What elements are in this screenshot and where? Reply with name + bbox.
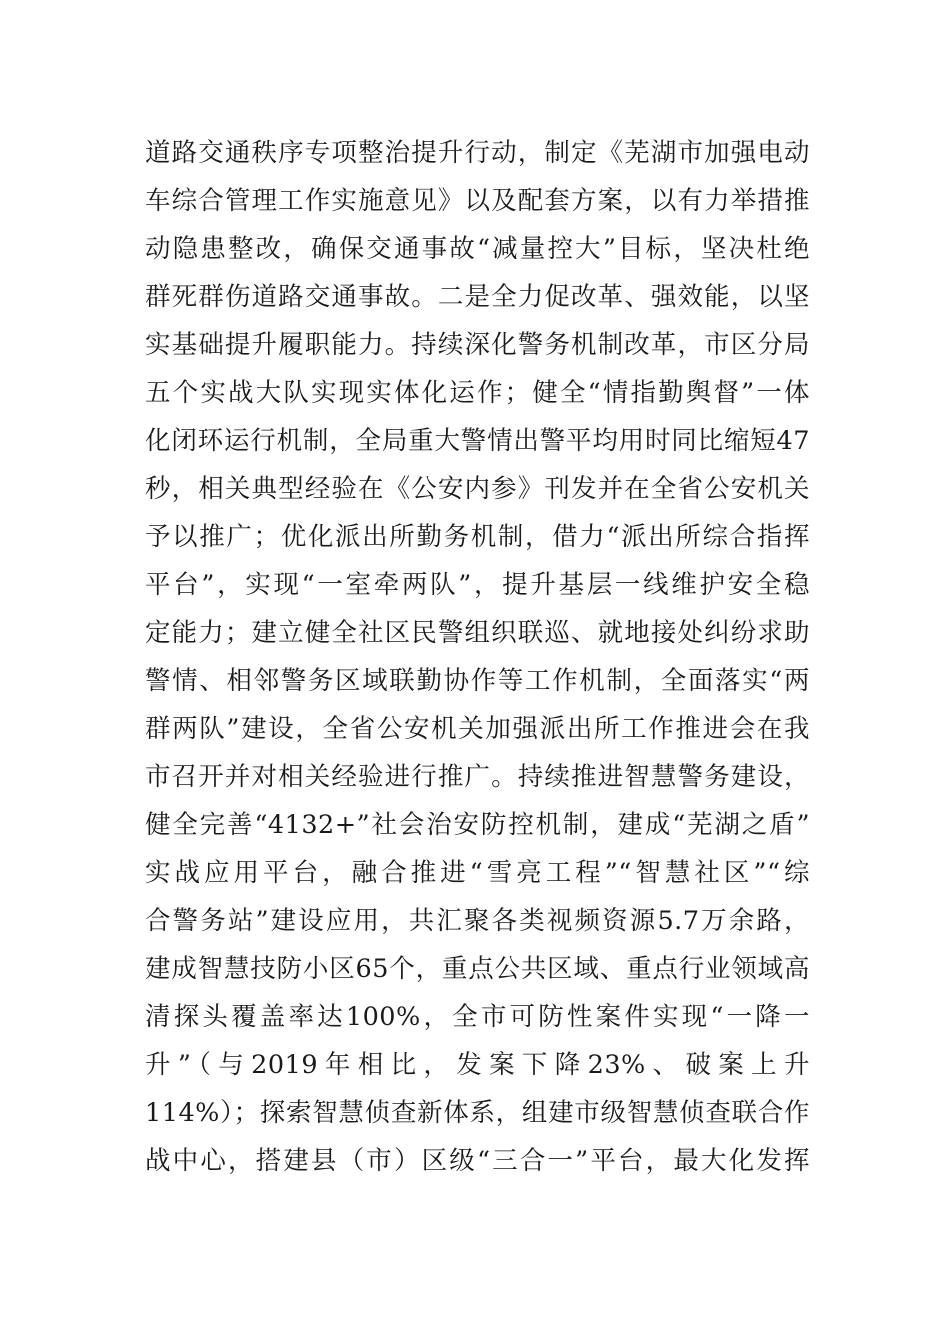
text-line-3: 动隐患整改，确保交通事故“减量控大”目标，坚决杜绝 [145, 234, 810, 264]
text-line-4: 群死群伤道路交通事故。二是全力促改革、强效能，以坚 [145, 282, 810, 312]
text-line-19: 清探头覆盖率达100%，全市可防性案件实现“一降一 [145, 1002, 810, 1032]
text-line-10: 平台”，实现“一室牵两队”，提升基层一线维护安全稳 [145, 570, 810, 600]
body-paragraph [145, 129, 810, 1185]
text-line-18: 建成智慧技防小区65个，重点公共区域、重点行业领域高 [145, 954, 810, 984]
text-line-16: 实战应用平台，融合推进“雪亮工程”“智慧社区”“综 [145, 858, 810, 888]
text-line-1: 道路交通秩序专项整治提升行动，制定《芜湖市加强电动 [145, 138, 810, 168]
text-line-14: 市召开并对相关经验进行推广。持续推进智慧警务建设， [145, 762, 810, 792]
text-line-13: 群两队”建设，全省公安机关加强派出所工作推进会在我 [145, 714, 810, 744]
text-line-17: 合警务站”建设应用，共汇聚各类视频资源5.7万余路， [145, 906, 810, 936]
text-line-22: 战中心，搭建县（市）区级“三合一”平台，最大化发挥 [145, 1146, 810, 1176]
text-line-5: 实基础提升履职能力。持续深化警务机制改革，市区分局 [145, 330, 810, 360]
text-line-11: 定能力；建立健全社区民警组织联巡、就地接处纠纷求助 [145, 618, 810, 648]
text-line-6: 五个实战大队实现实体化运作；健全“情指勤舆督”一体 [145, 378, 810, 408]
text-line-12: 警情、相邻警务区域联勤协作等工作机制，全面落实“两 [145, 666, 810, 696]
text-line-8: 秒，相关典型经验在《公安内参》刊发并在全省公安机关 [145, 474, 810, 504]
text-line-21: 114%）；探索智慧侦查新体系，组建市级智慧侦查联合作 [145, 1098, 810, 1128]
text-line-20: 升”（与2019年相比，发案下降23%、破案上升 [145, 1050, 810, 1080]
text-line-7: 化闭环运行机制，全局重大警情出警平均用时同比缩短47 [145, 426, 810, 456]
text-line-9: 予以推广；优化派出所勤务机制，借力“派出所综合指挥 [145, 522, 810, 552]
text-line-2: 车综合管理工作实施意见》以及配套方案，以有力举措推 [145, 186, 810, 216]
text-line-15: 健全完善“4132+”社会治安防控机制，建成“芜湖之盾” [145, 810, 810, 840]
